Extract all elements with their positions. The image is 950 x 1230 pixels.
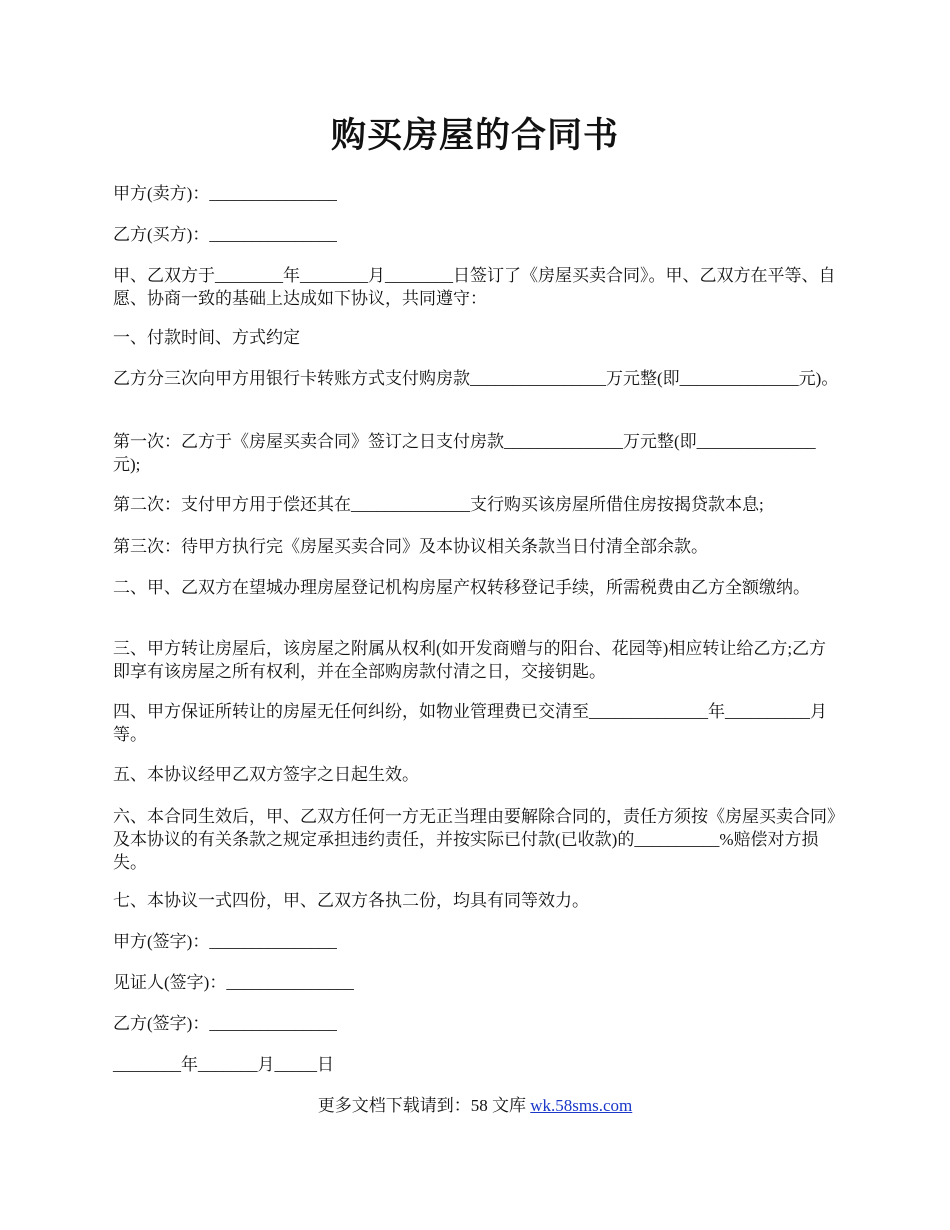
section-6-paragraph: 六、本合同生效后，甲、乙双方任何一方无正当理由要解除合同的，责任方须按《房屋买卖合同》及本协议的有关条款之规定承担违约责任，并按实际已付款(已收款)的__________%赔偿对方损失。 [113,807,836,872]
section-4-paragraph: 四、甲方保证所转让的房屋无任何纠纷，如物业管理费已交清至______________年__________月等。 [113,702,827,744]
seller-party-line: 甲方(卖方)：_______________ [113,184,337,203]
seller-signature-line: 甲方(签字)：_______________ [113,932,337,951]
buyer-signature-line: 乙方(签字)：_______________ [113,1014,337,1033]
date-line: ________年_______月_____日 [113,1055,334,1074]
section-5-paragraph: 五、本协议经甲乙双方签字之日起生效。 [113,765,419,784]
section-3-paragraph: 三、甲方转让房屋后，该房屋之附属从权利(如开发商赠与的阳台、花园等)相应转让给乙方;乙方即享有该房屋之所有权利，并在全部购房款付清之日，交接钥匙。 [113,639,827,681]
footer-text: 更多文档下载请到：58 文库 [317,1096,531,1115]
payment-paragraph: 乙方分三次向甲方用银行卡转账方式支付购房款________________万元整(即______________元)。 [113,369,839,388]
section-1-heading: 一、付款时间、方式约定 [113,328,300,347]
buyer-party-line: 乙方(买方)：_______________ [113,225,337,244]
first-payment-paragraph: 第一次：乙方于《房屋买卖合同》签订之日支付房款______________万元整(即______________元); [113,432,816,474]
section-2-paragraph: 二、甲、乙双方在望城办理房屋登记机构房屋产权转移登记手续，所需税费由乙方全额缴纳。 [113,578,810,597]
footer [0,1094,950,1118]
second-payment-paragraph: 第二次：支付甲方用于偿还其在______________支行购买该房屋所借住房按揭贷款本息; [113,495,764,514]
third-payment-paragraph: 第三次：待甲方执行完《房屋买卖合同》及本协议相关条款当日付清全部余款。 [113,537,708,556]
section-7-paragraph: 七、本协议一式四份，甲、乙双方各执二份，均具有同等效力。 [113,891,589,910]
document-title: 购买房屋的合同书 [330,116,619,155]
intro-paragraph: 甲、乙双方于________年________月________日签订了《房屋买卖合同》。甲、乙双方在平等、自愿、协商一致的基础上达成如下协议，共同遵守： [113,266,836,308]
witness-signature-line: 见证人(签字)：_______________ [113,973,354,992]
footer-link[interactable]: wk.58sms.com [530,1096,633,1115]
